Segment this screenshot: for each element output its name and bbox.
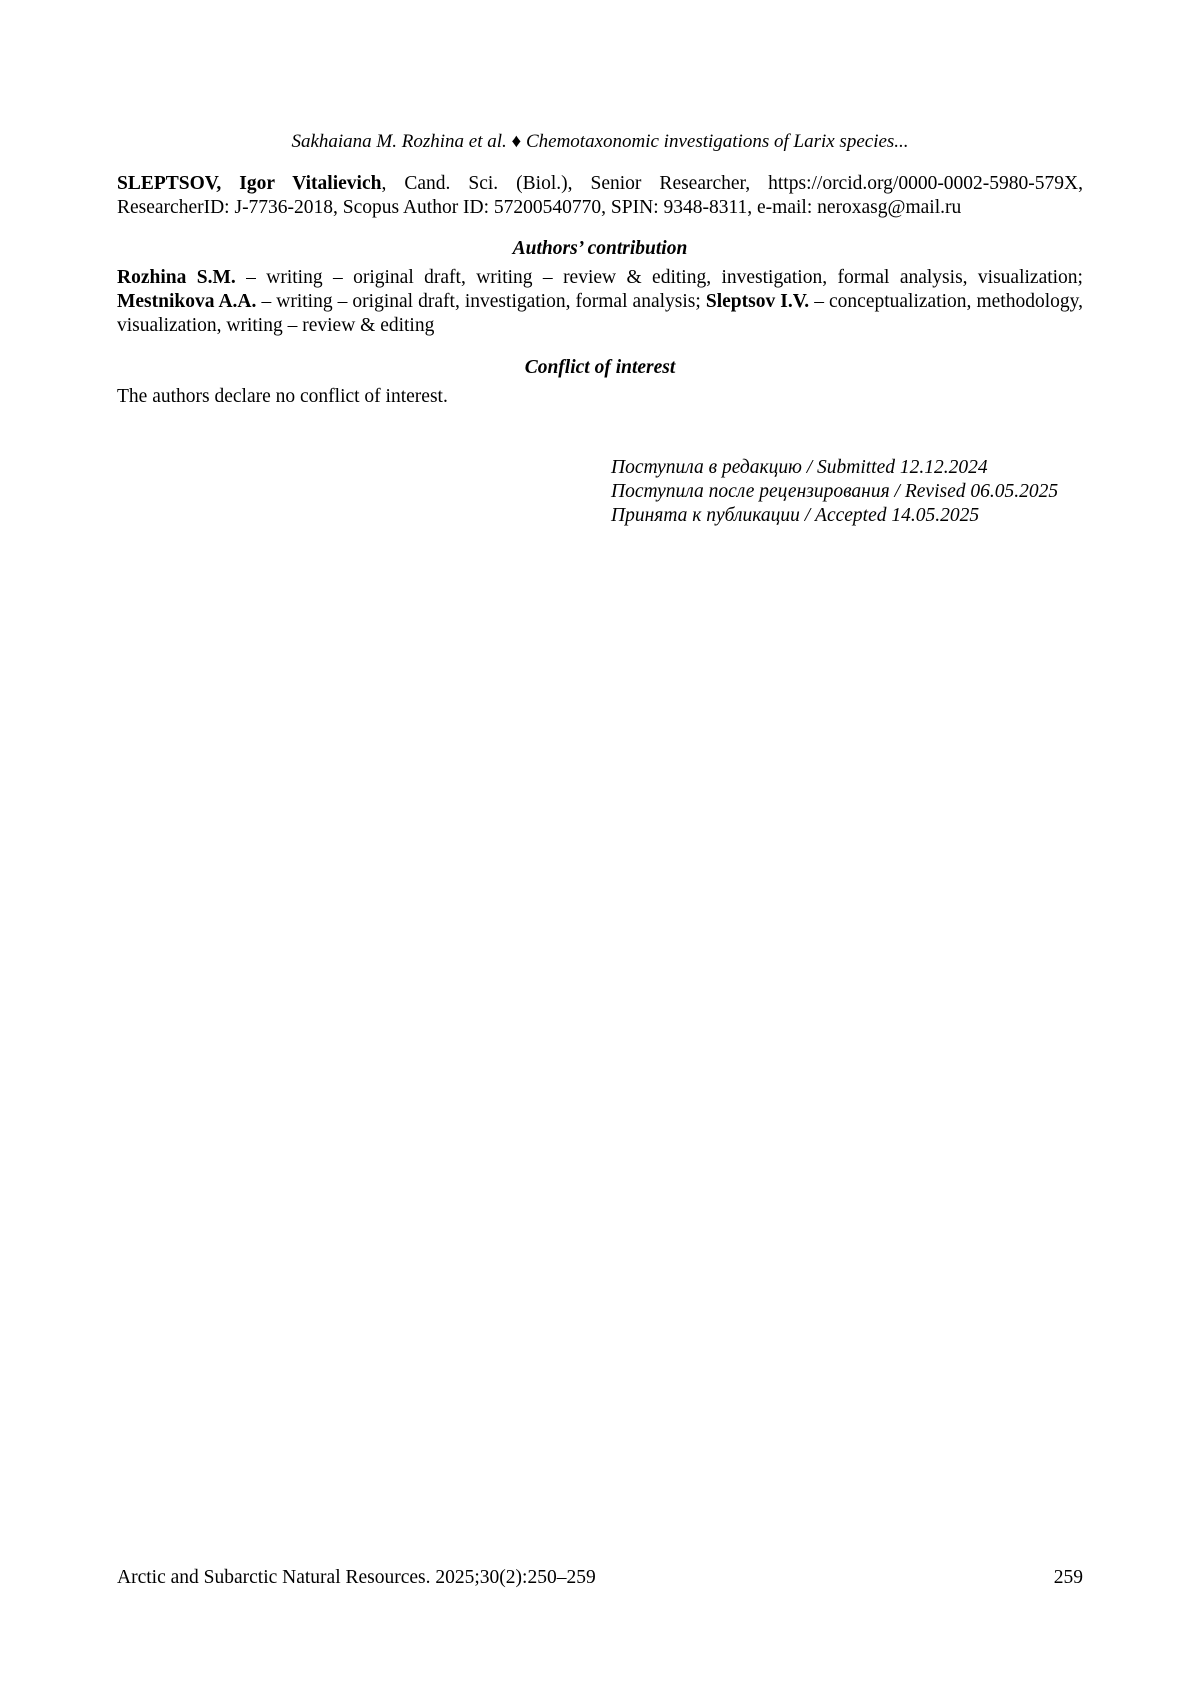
page-number: 259 (1053, 1567, 1083, 1588)
contribution-author: Rozhina S.M. (117, 267, 236, 288)
contribution-author: Sleptsov I.V. (705, 291, 810, 312)
contribution-roles: – writing – original draft, writing – review & editing, investigation, formal analysis, visualization; (235, 267, 1083, 288)
conflict-text: The authors declare no conflict of interest. (117, 386, 448, 407)
accepted-date: Принята к публикации / Accepted 14.05.2025 (611, 505, 980, 526)
conflict-heading: Conflict of interest (524, 357, 676, 378)
author-bio-details: , Cand. Sci. (Biol.), Senior Researcher, https://orcid.org/0000-0002-5980-579X, ResearcherID: J-7736-2018, Scopus Author ID: 57200540770, SPIN: 9348-8311, e-mail: neroxasg@mail.ru (117, 173, 1084, 218)
author-bio-name: SLEPTSOV, Igor Vitalievich (117, 173, 382, 194)
contribution-author: Mestnikova A.A. (117, 291, 257, 312)
contribution-roles: – writing – original draft, investigation, formal analysis; (256, 291, 706, 312)
contributions-text (117, 266, 1083, 338)
submitted-date: Поступила в редакцию / Submitted 12.12.2024 (611, 457, 988, 478)
author-bio (117, 172, 1083, 220)
page-footer (117, 1566, 1083, 1590)
revised-date: Поступила после рецензирования / Revised 06.05.2025 (611, 481, 1059, 502)
running-header: Sakhaiana M. Rozhina et al. ♦ Chemotaxonomic investigations of Larix species... (291, 131, 909, 152)
contribution-roles: – conceptualization, methodology, visualization, writing – review & editing (117, 291, 1083, 336)
journal-citation: Arctic and Subarctic Natural Resources. 2025;30(2):250–259 (117, 1567, 596, 1588)
contributions-heading: Authors’ contribution (512, 238, 688, 259)
submission-dates (611, 456, 1058, 528)
